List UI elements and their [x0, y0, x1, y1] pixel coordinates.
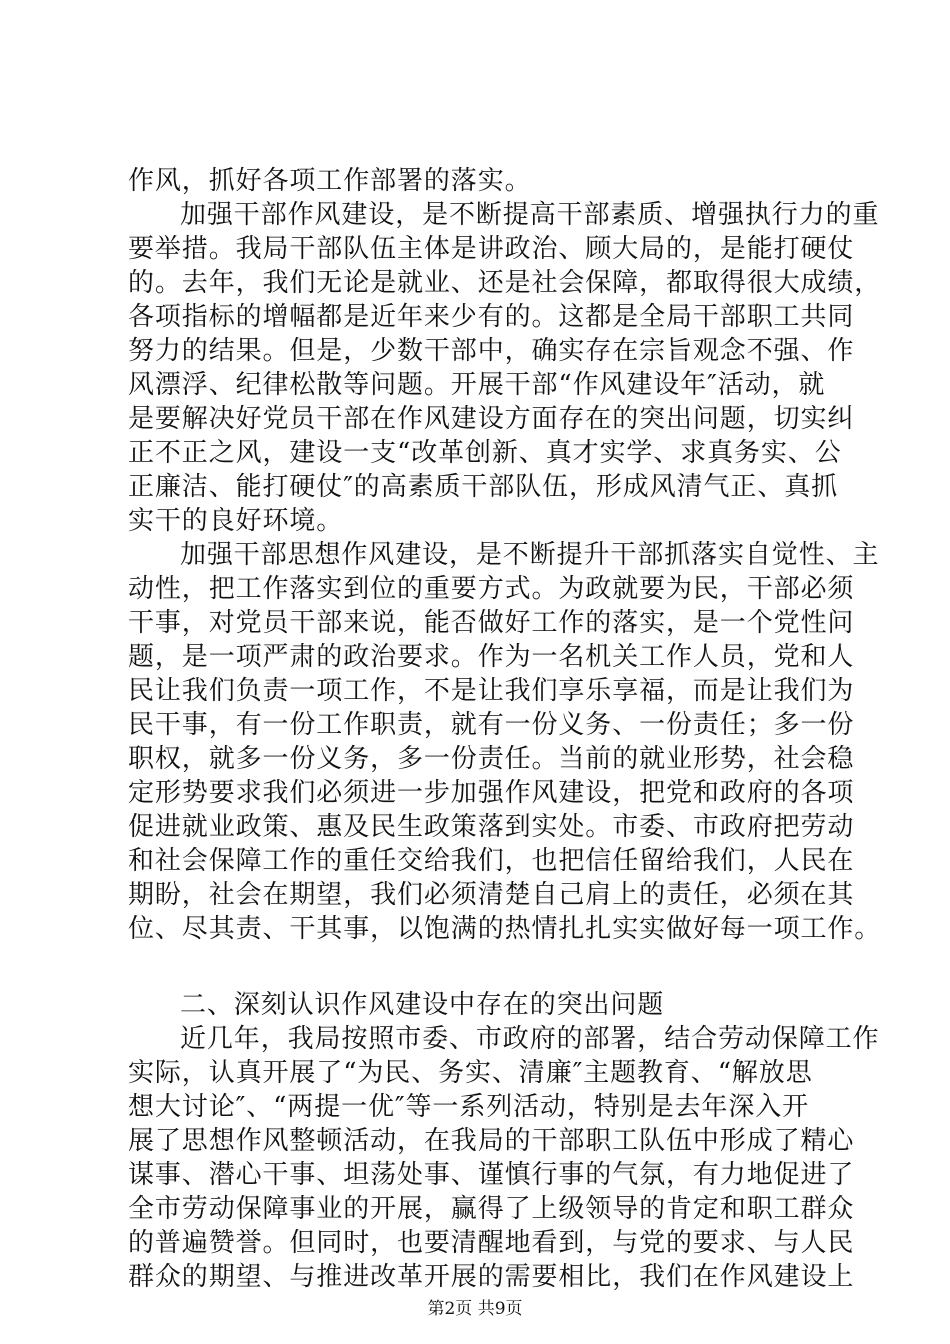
heading-line: 二、深刻认识作风建设中存在的突出问题	[180, 990, 665, 1020]
text-line: 实干的良好环境。	[128, 506, 344, 536]
text-line: 加强干部思想作风建设，是不断提升干部抓落实自觉性、主	[180, 540, 880, 570]
text-line: 职权，就多一份义务，多一份责任。当前的就业形势，社会稳	[128, 744, 855, 774]
paragraph-ideological-style	[128, 538, 882, 946]
text-line: 动性，把工作落实到位的重要方式。为政就要为民，干部必须	[128, 574, 855, 604]
text-line: 位、尽其责、干其事，以饱满的热情扎扎实实做好每一项工作。	[128, 914, 882, 944]
text-line: 干事，对党员干部来说，能否做好工作的落实，是一个党性问	[128, 608, 855, 638]
paragraph-continuation	[128, 164, 828, 198]
text-line: 正廉洁、能打硬仗″的高素质干部队伍，形成风清气正、真抓	[128, 472, 839, 502]
text-line: 民干事，有一份工作职责，就有一份义务、一份责任；多一份	[128, 710, 855, 740]
text-line: 定形势要求我们必须进一步加强作风建设，把党和政府的各项	[128, 778, 855, 808]
text-line: 全市劳动保障事业的开展，赢得了上级领导的肯定和职工群众	[128, 1194, 855, 1224]
text-line: 展了思想作风整顿活动，在我局的干部职工队伍中形成了精心	[128, 1126, 855, 1156]
text-line: 是要解决好党员干部在作风建设方面存在的突出问题，切实纠	[128, 404, 855, 434]
text-line: 作风，抓好各项工作部署的落实。	[128, 166, 532, 196]
text-line: 近几年，我局按照市委、市政府的部署，结合劳动保障工作	[180, 1024, 880, 1054]
document-body	[128, 164, 882, 1294]
text-line: 各项指标的增幅都是近年来少有的。这都是全局干部职工共同	[128, 302, 855, 332]
paragraph-cadre-style-importance	[128, 198, 882, 538]
paragraph-recent-years	[128, 1022, 880, 1294]
paragraph-gap	[128, 946, 828, 988]
text-line: 要举措。我局干部队伍主体是讲政治、顾大局的，是能打硬仗	[128, 234, 855, 264]
text-line: 风漂浮、纪律松散等问题。开展干部“作风建设年″活动，就	[128, 370, 826, 400]
section-heading	[128, 988, 828, 1022]
text-line: 和社会保障工作的重任交给我们，也把信任留给我们，人民在	[128, 846, 855, 876]
text-line: 促进就业政策、惠及民生政策落到实处。市委、市政府把劳动	[128, 812, 855, 842]
text-line: 期盼，社会在期望，我们必须清楚自己肩上的责任，必须在其	[128, 880, 855, 910]
page-number-footer: 第2页 共9页	[427, 1299, 523, 1319]
text-line: 群众的期望、与推进改革开展的需要相比，我们在作风建设上	[128, 1262, 855, 1292]
text-line: 加强干部作风建设，是不断提高干部素质、增强执行力的重	[180, 200, 880, 230]
text-line: 努力的结果。但是，少数干部中，确实存在宗旨观念不强、作	[128, 336, 855, 366]
text-line: 题，是一项严肃的政治要求。作为一名机关工作人员，党和人	[128, 642, 855, 672]
text-line: 实际，认真开展了“为民、务实、清廉″主题教育、“解放思	[128, 1058, 813, 1088]
text-line: 的普遍赞誉。但同时，也要清醒地看到，与党的要求、与人民	[128, 1228, 855, 1258]
text-line: 想大讨论″、“两提一优″等一系列活动，特别是去年深入开	[128, 1092, 810, 1122]
text-line: 正不正之风，建设一支“改革创新、真才实学、求真务实、公	[128, 438, 842, 468]
text-line: 的。去年，我们无论是就业、还是社会保障，都取得很大成绩，	[128, 268, 882, 298]
text-line: 谋事、潜心干事、坦荡处事、谨慎行事的气氛，有力地促进了	[128, 1160, 855, 1190]
text-line: 民让我们负责一项工作，不是让我们享乐享福，而是让我们为	[128, 676, 855, 706]
